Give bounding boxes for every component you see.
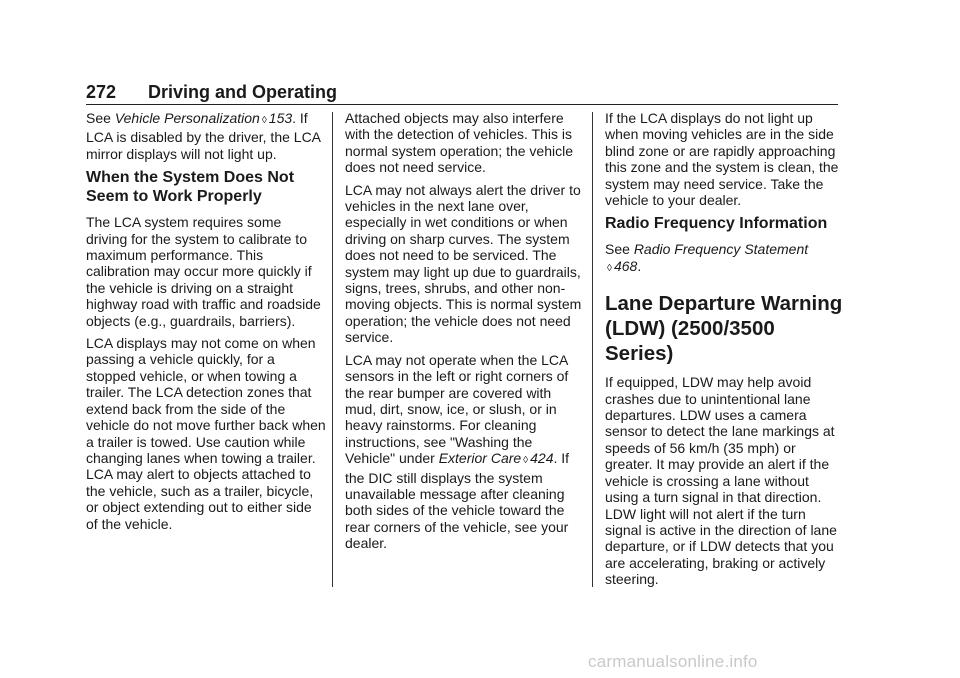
column-2 <box>345 110 583 558</box>
page-ref-icon: ◊ <box>261 115 267 126</box>
heading-system-not-working: When the System Does Not Seem to Work Properly <box>86 169 295 206</box>
paragraph-see-radio-frequency: See Radio Frequency Statement ◊ 468. <box>605 241 809 274</box>
section-title: Driving and Operating <box>148 82 338 102</box>
page-header <box>86 82 838 104</box>
link-radio-frequency-statement[interactable]: Radio Frequency Statement ◊ 468 <box>607 241 809 274</box>
column-1 <box>86 110 326 538</box>
link-exterior-care[interactable]: Exterior Care ◊ 424 <box>438 450 554 467</box>
paragraph-lca-sensors: LCA may not operate when the LCA sensors in the left or right corners of the rear bumper are covered with mud, dirt, snow, ice, or slush, or in heavy rainstorms. For cleaning instructions, see "Washing the Vehicle" under Exterior Care ◊ 424. If the DIC still displays the system unavailable message after cleaning both sides of the vehicle toward the rear corners of the vehicle, see your dealer. <box>345 351 570 552</box>
heading-lane-departure-warning: Lane Departure Warning (LDW) (2500/3500 Series) <box>605 292 843 366</box>
paragraph-ldw: If equipped, LDW may help avoid crashes due to unintentional lane departures. LDW uses a camera sensor to detect the lane markings at speeds of 56 km/h (35 mph) or greater. It may provide an alert if the vehicle is crossing a lane without using a turn signal in that direction. LDW light will not alert if the turn signal is active in the direction of lane departure, or if LDW detects that you are accelerating, braking or actively steering. <box>605 374 837 588</box>
paragraph-see-personalization: See Vehicle Personalization ◊ 153. If LCA is disabled by the driver, the LCA mirror displays will not light up. <box>86 110 321 162</box>
column-3 <box>605 110 843 594</box>
paragraph-lca-alerts: LCA may not always alert the driver to vehicles in the next lane over, especially in wet conditions or when driving on sharp curves. The system does not need to be serviced. The system may light up due to guardrails, signs, trees, shrubs, and other non-moving objects. This is normal system operation; the vehicle does not need service. <box>345 181 582 346</box>
header-rule <box>86 104 838 105</box>
paragraph-calibration: The LCA system requires some driving for the system to calibrate to maximum performance. This calibration may occur more quickly if the vehicle is driving on a straight highway road with traffic and roadside objects (e.g., guardrails, barriers). <box>86 214 321 329</box>
page-number: 272 <box>86 82 117 102</box>
paragraph-lca-service: If the LCA displays do not light up when moving vehicles are in the side blind zone or are rapidly approaching this zone and the system is clean, the system may need service. Take the vehicle to your dealer. <box>605 110 839 209</box>
column-divider <box>332 112 333 587</box>
paragraph-attached-objects: Attached objects may also interfere with the detection of vehicles. This is normal system operation; the vehicle does not need service. <box>345 110 573 176</box>
page-ref-icon: ◊ <box>523 455 529 467</box>
column-divider <box>592 112 593 587</box>
paragraph-lca-displays: LCA displays may not come on when passing a vehicle quickly, for a stopped vehicle, or when towing a trailer. The LCA detection zones that extend back from the side of the vehicle do not move further back when a trailer is towed. Use caution while changing lanes when towing a trailer. LCA may alert to objects attached to the vehicle, such as a trailer, bicycle, or object extending out to either side of the vehicle. <box>86 335 326 532</box>
heading-radio-frequency: Radio Frequency Information <box>605 215 828 233</box>
page-ref-icon: ◊ <box>607 262 612 274</box>
watermark: carmanualsonline.info <box>588 652 758 671</box>
link-vehicle-personalization[interactable]: Vehicle Personalization ◊ 153 <box>114 110 293 126</box>
